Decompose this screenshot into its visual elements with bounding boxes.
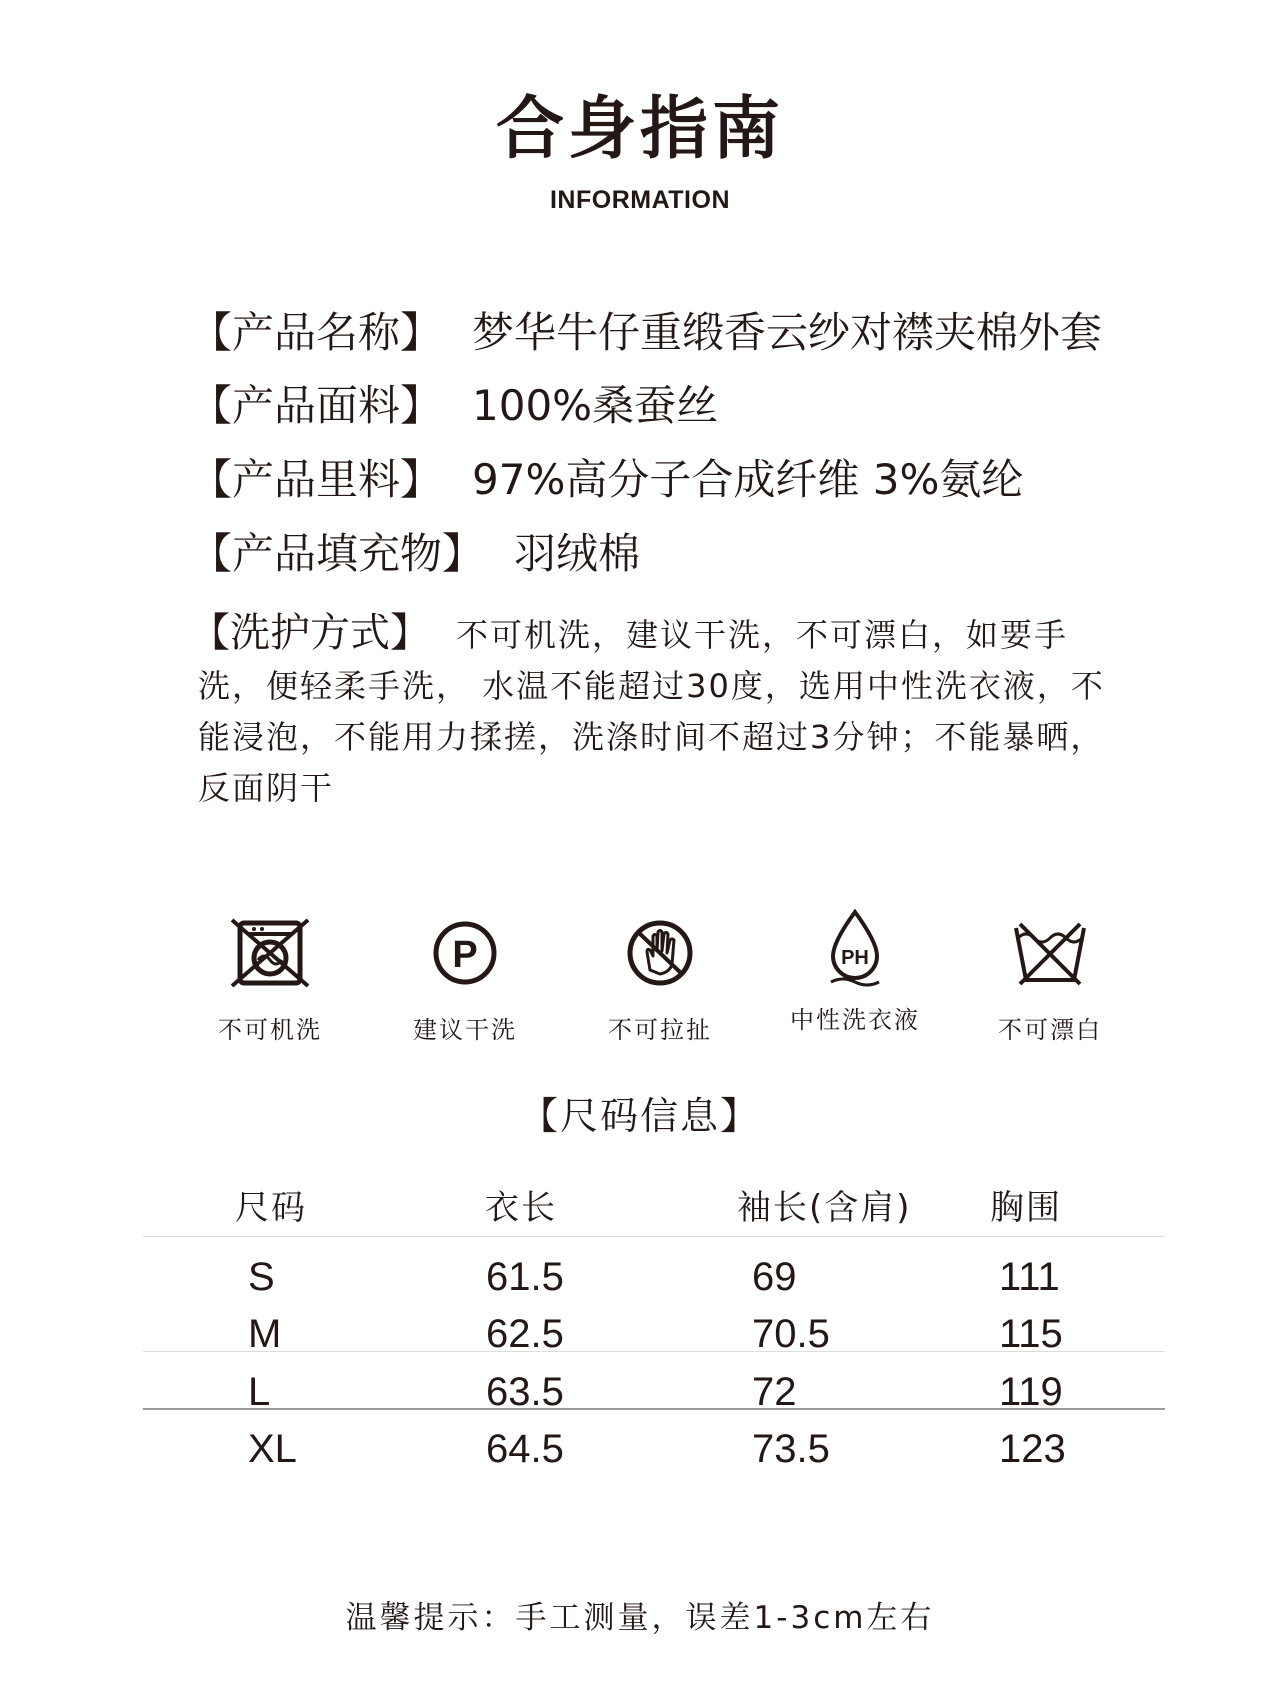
- icon-label: 不可机洗: [218, 1016, 322, 1044]
- icon-label: 不可漂白: [998, 1016, 1102, 1044]
- icon-label: 中性洗衣液: [790, 1006, 920, 1034]
- info-value: 羽绒棉: [514, 529, 641, 578]
- table-cell: 115: [999, 1312, 1063, 1356]
- care-text: 不可机洗，建议干洗，不可漂白，如要手洗，便轻柔手洗， 水温不能超过30度，选用中性洗衣液，不能浸泡，不能用力揉搓，洗涤时间不超过3分钟；不能暴晒，反面阴干: [198, 616, 1105, 807]
- table-header-size: 尺码: [235, 1188, 307, 1228]
- table-cell: XL: [248, 1427, 297, 1471]
- info-row-filling: [190, 529, 641, 578]
- care-icon-item: [570, 918, 750, 1045]
- table-cell: 63.5: [486, 1370, 564, 1414]
- table-cell: 73.5: [752, 1427, 830, 1471]
- svg-text:PH: PH: [841, 947, 869, 969]
- svg-text:P: P: [452, 934, 478, 976]
- table-cell: 69: [752, 1255, 797, 1299]
- info-label: 【产品面料】: [190, 381, 443, 430]
- table-cell: 70.5: [752, 1312, 830, 1356]
- table-divider: [143, 1236, 1165, 1237]
- no-bleach-icon: [1010, 918, 1090, 988]
- table-cell: 111: [999, 1255, 1060, 1299]
- table-cell: L: [248, 1370, 271, 1414]
- table-header-chest: 胸围: [990, 1188, 1062, 1228]
- table-header-sleeve: 袖长(含肩): [737, 1188, 912, 1228]
- table-cell: 62.5: [486, 1312, 564, 1356]
- care-icon-item: [960, 918, 1140, 1045]
- table-cell: 123: [999, 1427, 1066, 1471]
- care-icon-item: [180, 918, 360, 1045]
- info-row-fabric: [190, 381, 719, 430]
- care-icon-item: [765, 918, 945, 1035]
- care-icons: [150, 918, 1150, 1048]
- icon-label: 不可拉扯: [608, 1016, 712, 1044]
- info-value: 97%高分子合成纤维 3%氨纶: [472, 455, 1024, 504]
- info-row-lining: [190, 455, 1024, 504]
- dry-clean-p-icon: [425, 918, 505, 988]
- no-pull-icon: [620, 918, 700, 988]
- care-instructions: [190, 608, 1118, 814]
- page-title: 合身指南: [495, 90, 784, 169]
- table-cell: 61.5: [486, 1255, 564, 1299]
- care-icon-item: [375, 918, 555, 1045]
- table-cell: S: [248, 1255, 275, 1299]
- table-header-length: 衣长: [485, 1188, 557, 1228]
- neutral-ph-icon: [815, 908, 895, 988]
- care-label: 【洗护方式】: [190, 610, 430, 656]
- size-table-title: 【尺码信息】: [519, 1094, 760, 1138]
- table-cell: M: [248, 1312, 282, 1356]
- info-value: 100%桑蚕丝: [472, 381, 719, 430]
- info-label: 【产品名称】: [190, 308, 443, 357]
- footer-note: 温馨提示：手工测量，误差1-3cm左右: [345, 1600, 935, 1636]
- info-label: 【产品填充物】: [190, 529, 485, 578]
- info-value: 梦华牛仔重缎香云纱对襟夹棉外套: [472, 308, 1103, 357]
- info-label: 【产品里料】: [190, 455, 443, 504]
- no-machine-wash-icon: [230, 918, 310, 988]
- page-subtitle: INFORMATION: [549, 186, 730, 214]
- table-cell: 72: [752, 1370, 797, 1414]
- info-row-product-name: [190, 308, 1103, 357]
- table-cell: 64.5: [486, 1427, 564, 1471]
- icon-label: 建议干洗: [413, 1016, 517, 1044]
- table-cell: 119: [999, 1370, 1063, 1414]
